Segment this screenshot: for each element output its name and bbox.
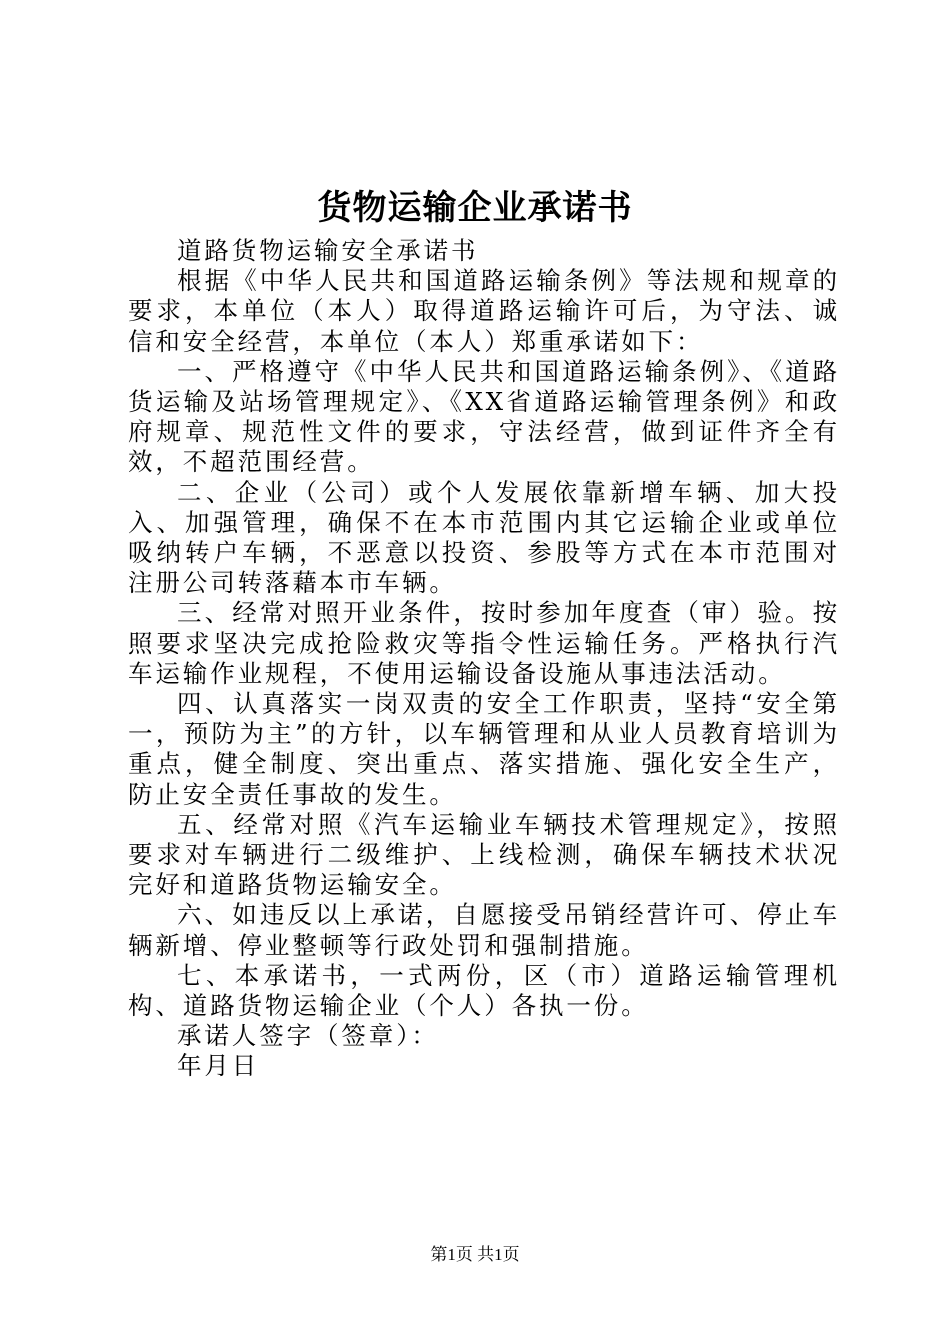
subtitle-paragraph: 道路货物运输安全承诺书 — [177, 236, 479, 265]
clause-5-paragraph: 五、经常对照《汽车运输业车辆技术管理规定》，按照要求对车辆进行二级维护、上线检测，确保车辆技术状况完好和道路货物运输安全。 — [128, 809, 840, 900]
clause-1-paragraph: 一、严格遵守《中华人民共和国道路运输条例》、《道路货运输及站场管理规定》、《XX省道路运输管理条例》和政府规章、规范性文件的要求，守法经营，做到证件齐全有效，不超范围经营。 — [128, 356, 840, 477]
signature-line: 承诺人签字（签章）： — [177, 1021, 439, 1051]
document-body — [128, 236, 840, 1082]
page-number-footer: 第1页 共1页 — [430, 1245, 520, 1264]
clause-4-paragraph: 四、认真落实一岗双责的安全工作职责，坚持“安全第一，预防为主”的方针，以车辆管理和从业人员教育培训为重点，健全制度、突出重点、落实措施、强化安全生产，防止安全责任事故的发生。 — [128, 689, 840, 809]
clause-2-paragraph: 二、企业（公司）或个人发展依靠新增车辆、加大投入、加强管理，确保不在本市范围内其它运输企业或单位吸纳转户车辆，不恶意以投资、参股等方式在本市范围对注册公司转落藉本市车辆。 — [128, 477, 840, 598]
date-line: 年月日 — [177, 1051, 260, 1081]
clause-7-paragraph: 七、本承诺书，一式两份，区（市）道路运输管理机构、道路货物运输企业（个人）各执一份。 — [128, 960, 840, 1021]
clause-6-paragraph: 六、如违反以上承诺，自愿接受吊销经营许可、停止车辆新增、停业整顿等行政处罚和强制措施。 — [128, 900, 840, 960]
clause-3-paragraph: 三、经常对照开业条件，按时参加年度查（审）验。按照要求坚决完成抢险救灾等指令性运输任务。严格执行汽车运输作业规程，不使用运输设备设施从事违法活动。 — [128, 598, 840, 688]
document-title: 货物运输企业承诺书 — [317, 188, 633, 228]
intro-paragraph: 根据《中华人民共和国道路运输条例》等法规和规章的要求，本单位（本人）取得道路运输许可后，为守法、诚信和安全经营，本单位（本人）郑重承诺如下： — [128, 266, 840, 356]
